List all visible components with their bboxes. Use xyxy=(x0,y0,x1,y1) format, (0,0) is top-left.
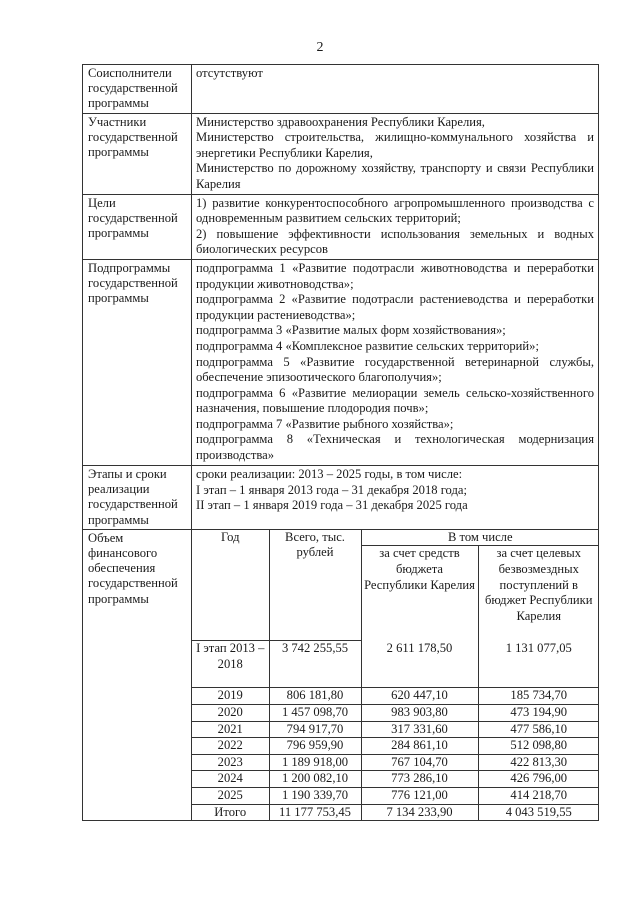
participants-value xyxy=(192,113,599,194)
financing-year-cell: 2025 xyxy=(192,787,269,804)
financing-targeted-cell: 512 098,80 xyxy=(478,738,599,755)
financing-row xyxy=(83,529,599,820)
subprogram-item: подпрограмма 7 «Развитие рыбного хозяйства»; xyxy=(196,416,454,431)
financing-total-cell: 806 181,80 xyxy=(269,688,361,705)
subprogram-item: подпрограмма 4 «Комплексное развитие сельских территорий»; xyxy=(196,338,539,353)
year-header: Год xyxy=(192,530,269,641)
stage-line: I этап – 1 января 2013 года – 31 декабря 2018 года; xyxy=(196,482,467,497)
financing-data-row xyxy=(192,771,599,788)
total-header: Всего, тыс. рублей xyxy=(269,530,361,641)
financing-data-row xyxy=(192,787,599,804)
financing-budget-cell: 983 903,80 xyxy=(361,704,478,721)
subprogram-item: подпрограмма 2 «Развитие подотрасли растениеводства и переработки продукции растениеводства»; xyxy=(196,292,594,322)
financing-body xyxy=(192,641,599,820)
financing-targeted-cell: 1 131 077,05 xyxy=(478,641,599,688)
financing-targeted-cell: 414 218,70 xyxy=(478,787,599,804)
financing-year-cell: 2024 xyxy=(192,771,269,788)
stages-label: Этапы и сроки реализации государственной программы xyxy=(83,465,192,529)
financing-targeted-cell: 422 813,30 xyxy=(478,754,599,771)
financing-targeted-cell: 4 043 519,55 xyxy=(478,804,599,820)
subprogram-item: подпрограмма 5 «Развитие государственной ветеринарной службы, обеспечение эпизоотического благополучия»; xyxy=(196,354,594,385)
financing-budget-cell: 7 134 233,90 xyxy=(361,804,478,820)
coexecutors-value: отсутствуют xyxy=(192,65,599,114)
coexecutors-label: Соисполнители государственной программы xyxy=(83,65,192,114)
financing-label: Объем финансового обеспечения государственной программы xyxy=(83,529,192,820)
financing-total-cell: 796 959,90 xyxy=(269,738,361,755)
financing-targeted-cell: 477 586,10 xyxy=(478,721,599,738)
subprogram-item: подпрограмма 8 «Техническая и технологическая модернизация производства» xyxy=(196,432,594,463)
financing-budget-cell: 767 104,70 xyxy=(361,754,478,771)
financing-data-row xyxy=(192,688,599,705)
financing-year-cell: 2020 xyxy=(192,704,269,721)
financing-year-cell: I этап 2013 – 2018 xyxy=(192,641,269,688)
financing-total-cell: 1 189 918,00 xyxy=(269,754,361,771)
financing-budget-cell: 620 447,10 xyxy=(361,688,478,705)
financing-budget-cell: 284 861,10 xyxy=(361,738,478,755)
subprogram-item: подпрограмма 6 «Развитие мелиорации земель сельско-хозяйственного назначения, повышение плодородия почв»; xyxy=(196,385,594,416)
financing-total-cell: 1 200 082,10 xyxy=(269,771,361,788)
financing-budget-cell: 2 611 178,50 xyxy=(361,641,478,688)
financing-targeted-cell: 473 194,90 xyxy=(478,704,599,721)
financing-budget-cell: 776 121,00 xyxy=(361,787,478,804)
page-number: 2 xyxy=(316,40,324,55)
financing-data-row xyxy=(192,721,599,738)
financing-total-cell: 1 457 098,70 xyxy=(269,704,361,721)
participant-line: Министерство по дорожному хозяйству, транспорту и связи Республики Карелия xyxy=(196,161,594,191)
participants-row xyxy=(83,113,599,194)
financing-data-row xyxy=(192,641,599,688)
financing-year-cell: 2019 xyxy=(192,688,269,705)
financing-value xyxy=(192,529,599,820)
budget-header: за счет средств бюджета Республики Карелия xyxy=(361,546,478,641)
financing-total-cell: 794 917,70 xyxy=(269,721,361,738)
financing-budget-cell: 317 331,60 xyxy=(361,721,478,738)
participant-line: Министерство строительства, жилищно-коммунального хозяйства и энергетики Республики Карелия, xyxy=(196,130,594,160)
stage-line: сроки реализации: 2013 – 2025 годы, в том числе: xyxy=(196,466,463,481)
stages-row xyxy=(83,465,599,529)
financing-data-row xyxy=(192,754,599,771)
coexecutors-row xyxy=(83,65,599,114)
targeted-header: за счет целевых безвозмездных поступлений в бюджет Республики Карелия xyxy=(478,546,599,641)
goals-value xyxy=(192,194,599,259)
stages-value xyxy=(192,465,599,529)
financing-data-row xyxy=(192,704,599,721)
financing-year-cell: 2022 xyxy=(192,738,269,755)
financing-table xyxy=(192,530,599,820)
subprograms-label: Подпрограммы государственной программы xyxy=(83,259,192,465)
subprogram-item: подпрограмма 1 «Развитие подотрасли животноводства и переработки продукции животноводства»; xyxy=(196,260,594,291)
financing-data-row xyxy=(192,738,599,755)
financing-year-cell: Итого xyxy=(192,804,269,820)
goal-line: 1) развитие конкурентоспособного агропромышленного производства с одновременным развитием сельских территорий; xyxy=(196,195,594,226)
financing-header-row xyxy=(192,530,599,546)
financing-total-cell: 11 177 753,45 xyxy=(269,804,361,820)
financing-targeted-cell: 185 734,70 xyxy=(478,688,599,705)
including-header: В том числе xyxy=(361,530,599,546)
financing-total-cell: 1 190 339,70 xyxy=(269,787,361,804)
financing-data-row xyxy=(192,804,599,820)
financing-targeted-cell: 426 796,00 xyxy=(478,771,599,788)
goals-row xyxy=(83,194,599,259)
financing-budget-cell: 773 286,10 xyxy=(361,771,478,788)
goals-label: Цели государственной программы xyxy=(83,194,192,259)
passport-table xyxy=(82,64,599,821)
financing-year-cell: 2021 xyxy=(192,721,269,738)
stage-line: II этап – 1 января 2019 года – 31 декабря 2025 года xyxy=(196,498,468,513)
subprogram-item: подпрограмма 3 «Развитие малых форм хозяйствования»; xyxy=(196,323,506,338)
participants-label: Участники государственной программы xyxy=(83,113,192,194)
subprograms-row xyxy=(83,259,599,465)
participant-line: Министерство здравоохранения Республики Карелия, xyxy=(196,114,485,129)
goal-line: 2) повышение эффективности использования земельных и водных биологических ресурсов xyxy=(196,226,594,257)
subprograms-value xyxy=(192,259,599,465)
financing-total-cell: 3 742 255,55 xyxy=(269,641,361,688)
financing-year-cell: 2023 xyxy=(192,754,269,771)
